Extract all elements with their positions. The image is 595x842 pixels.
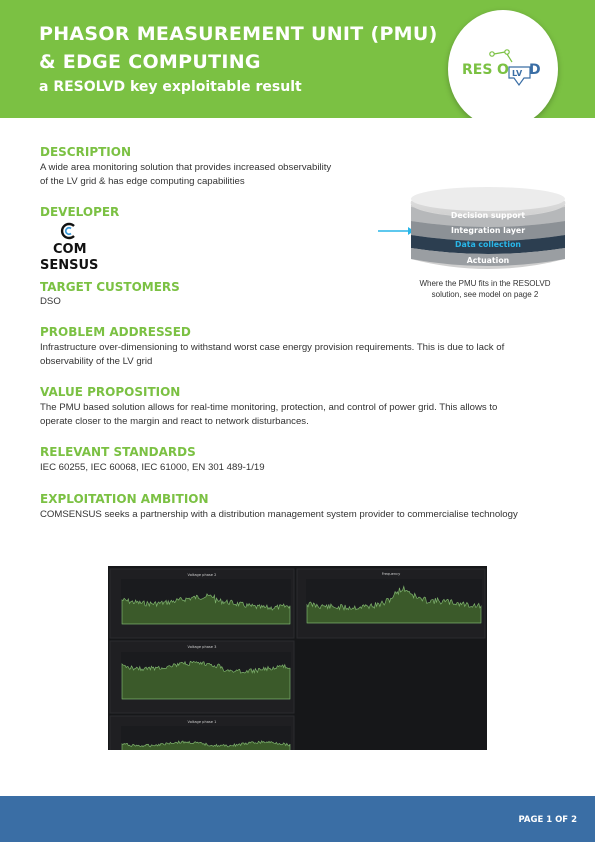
target-customers-heading: TARGET CUSTOMERS <box>40 280 180 294</box>
description-line2: of the LV grid & has edge computing capabilities <box>40 176 245 187</box>
ambition-text: COMSENSUS seeks a partnership with a distribution management system provider to commercialise technology <box>40 509 518 520</box>
footer-bar <box>0 796 595 842</box>
description-line1: A wide area monitoring solution that provides increased observability <box>40 162 332 173</box>
logo-res: RES <box>462 62 493 78</box>
problem-line1: Infrastructure over-dimensioning to withstand worst case energy provision requirements. This is due to lack of <box>40 342 505 353</box>
panel-title-frequency: Frequency <box>381 572 401 576</box>
page-subtitle: a RESOLVD key exploitable result <box>39 79 302 95</box>
problem-heading: PROBLEM ADDRESSED <box>40 325 191 339</box>
resolvd-logo <box>448 10 558 128</box>
layer-data-collection: Data collection <box>455 240 521 249</box>
model-caption <box>398 278 572 300</box>
comsensus-logo <box>40 222 104 274</box>
panel-title-voltage-phase-3: Voltage phase 3 <box>187 645 217 649</box>
value-line1: The PMU based solution allows for real-time monitoring, protection, and control of power grid. This allows to <box>40 402 498 413</box>
resolvd-layer-model <box>378 175 573 280</box>
value-proposition-text <box>40 401 550 429</box>
comsensus-logo-line2: SENSUS <box>40 258 99 273</box>
problem-text <box>40 341 550 369</box>
layer-integration: Integration layer <box>450 226 526 235</box>
layer-actuation: Actuation <box>466 256 510 265</box>
page-title-line2: & EDGE COMPUTING <box>39 51 261 73</box>
panel-title-voltage-phase-1: Voltage phase 1 <box>187 720 217 724</box>
ambition-heading: EXPLOITATION AMBITION <box>40 492 209 506</box>
standards-heading: RELEVANT STANDARDS <box>40 445 196 459</box>
description-heading: DESCRIPTION <box>40 145 132 159</box>
logo-d: D <box>529 62 541 78</box>
problem-line2: observability of the LV grid <box>40 356 153 367</box>
page-title-line1: PHASOR MEASUREMENT UNIT (PMU) <box>39 23 438 45</box>
comsensus-logo-line1: COM <box>53 242 87 257</box>
panel-voltage-phase-2 <box>110 569 294 638</box>
developer-heading: DEVELOPER <box>40 205 120 219</box>
model-caption-line2: solution, see model on page 2 <box>431 290 539 299</box>
logo-o: O <box>497 62 509 78</box>
panel-title-voltage-phase-2: Voltage phase 2 <box>187 573 217 577</box>
target-customers-text: DSO <box>40 296 61 307</box>
page-number: PAGE 1 OF 2 <box>518 815 577 825</box>
resolvd-logo-icon <box>462 48 544 92</box>
layer-decision-support: Decision support <box>450 211 526 220</box>
model-caption-line1: Where the PMU fits in the RESOLVD <box>419 279 551 288</box>
logo-lv: LV <box>512 69 523 78</box>
value-line2: operate closer to the margin and react to network disturbances. <box>40 416 309 427</box>
panel-frequency <box>297 569 485 638</box>
comsensus-mark-icon <box>60 222 78 240</box>
pmu-dashboard-screenshot <box>108 566 487 750</box>
panel-voltage-phase-1 <box>110 716 294 750</box>
panel-voltage-phase-3 <box>110 641 294 713</box>
dashboard-panels <box>108 566 487 750</box>
standards-text: IEC 60255, IEC 60068, IEC 61000, EN 301 489-1/19 <box>40 462 265 473</box>
value-proposition-heading: VALUE PROPOSITION <box>40 385 181 399</box>
